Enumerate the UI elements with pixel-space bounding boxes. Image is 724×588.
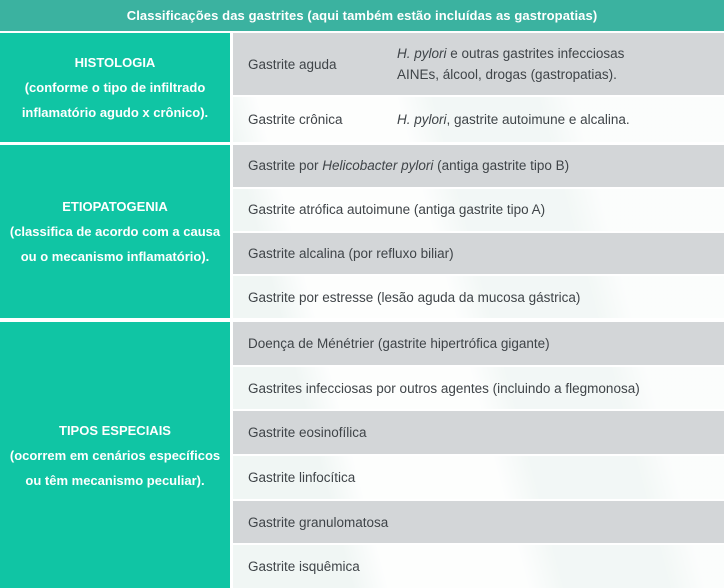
section-heading: ETIOPATOGENIA: [62, 199, 168, 214]
table-row: [233, 33, 724, 95]
section-etiopatogenia-header: [0, 145, 230, 318]
row-cell-detail: [381, 33, 724, 95]
section-histologia: [0, 33, 724, 142]
table-row: [233, 411, 724, 454]
row-cell-detail: [381, 97, 724, 142]
section-etiopatogenia: [0, 145, 724, 318]
row-text: Gastrite linfocítica: [248, 469, 356, 485]
section-etiopatogenia-rows: [233, 145, 724, 318]
table-title: Classificações das gastrites (aqui também estão incluídas as gastropatias): [126, 8, 598, 23]
section-description-line: ou têm mecanismo peculiar).: [25, 472, 205, 488]
row-text: Gastrite alcalina (por refluxo biliar): [248, 245, 454, 261]
row-cell-label: [233, 97, 378, 142]
row-text: Gastrite eosinofílica: [248, 425, 367, 441]
section-tipos-especiais: [0, 322, 724, 588]
row-label: Gastrite crônica: [248, 112, 343, 127]
section-histologia-header: [0, 33, 230, 142]
row-cell-label: [233, 33, 378, 95]
row-text: Gastrite isquêmica: [248, 559, 360, 575]
section-description-line: ou o mecanismo inflamatório).: [20, 249, 210, 264]
row-text: Gastrite por Helicobacter pylori (antiga gastrite tipo B): [248, 158, 570, 174]
row-text: Gastrite por estresse (lesão aguda da mucosa gástrica): [248, 289, 581, 305]
row-text: Gastrite granulomatosa: [248, 514, 389, 530]
table-row: [233, 276, 724, 318]
section-histologia-rows: [233, 33, 724, 142]
section-heading: HISTOLOGIA: [74, 55, 156, 70]
section-description-line: (conforme o tipo de infiltrado: [24, 80, 206, 95]
section-description-line: (ocorrem em cenários específicos: [9, 447, 221, 463]
table-row: [233, 189, 724, 231]
row-label: Gastrite aguda: [248, 56, 337, 72]
table-title-bar: [0, 0, 724, 31]
table-row: [233, 322, 724, 365]
section-description-line: (classifica de acordo com a causa: [9, 224, 221, 239]
table-row: [233, 367, 724, 410]
row-text: Gastrites infecciosas por outros agentes (incluindo a flegmonosa): [248, 380, 640, 396]
section-tipos-especiais-header: [0, 322, 230, 588]
table-row: [233, 456, 724, 499]
table-row: [233, 545, 724, 588]
row-text: H. pylori, gastrite autoimune e alcalina.: [397, 112, 630, 127]
row-text: Doença de Ménétrier (gastrite hipertrófica gigante): [248, 335, 550, 351]
table-row: [233, 233, 724, 275]
table-row: [233, 97, 724, 142]
row-text: H. pylori e outras gastrites infecciosas: [397, 46, 625, 61]
table-row: [233, 145, 724, 187]
section-description-line: inflamatório agudo x crônico).: [21, 105, 209, 120]
section-heading: TIPOS ESPECIAIS: [59, 422, 171, 438]
row-text: AINEs, álcool, drogas (gastropatias).: [397, 67, 617, 82]
row-text: Gastrite atrófica autoimune (antiga gastrite tipo A): [248, 202, 546, 218]
section-tipos-especiais-rows: [233, 322, 724, 588]
table-row: [233, 501, 724, 544]
